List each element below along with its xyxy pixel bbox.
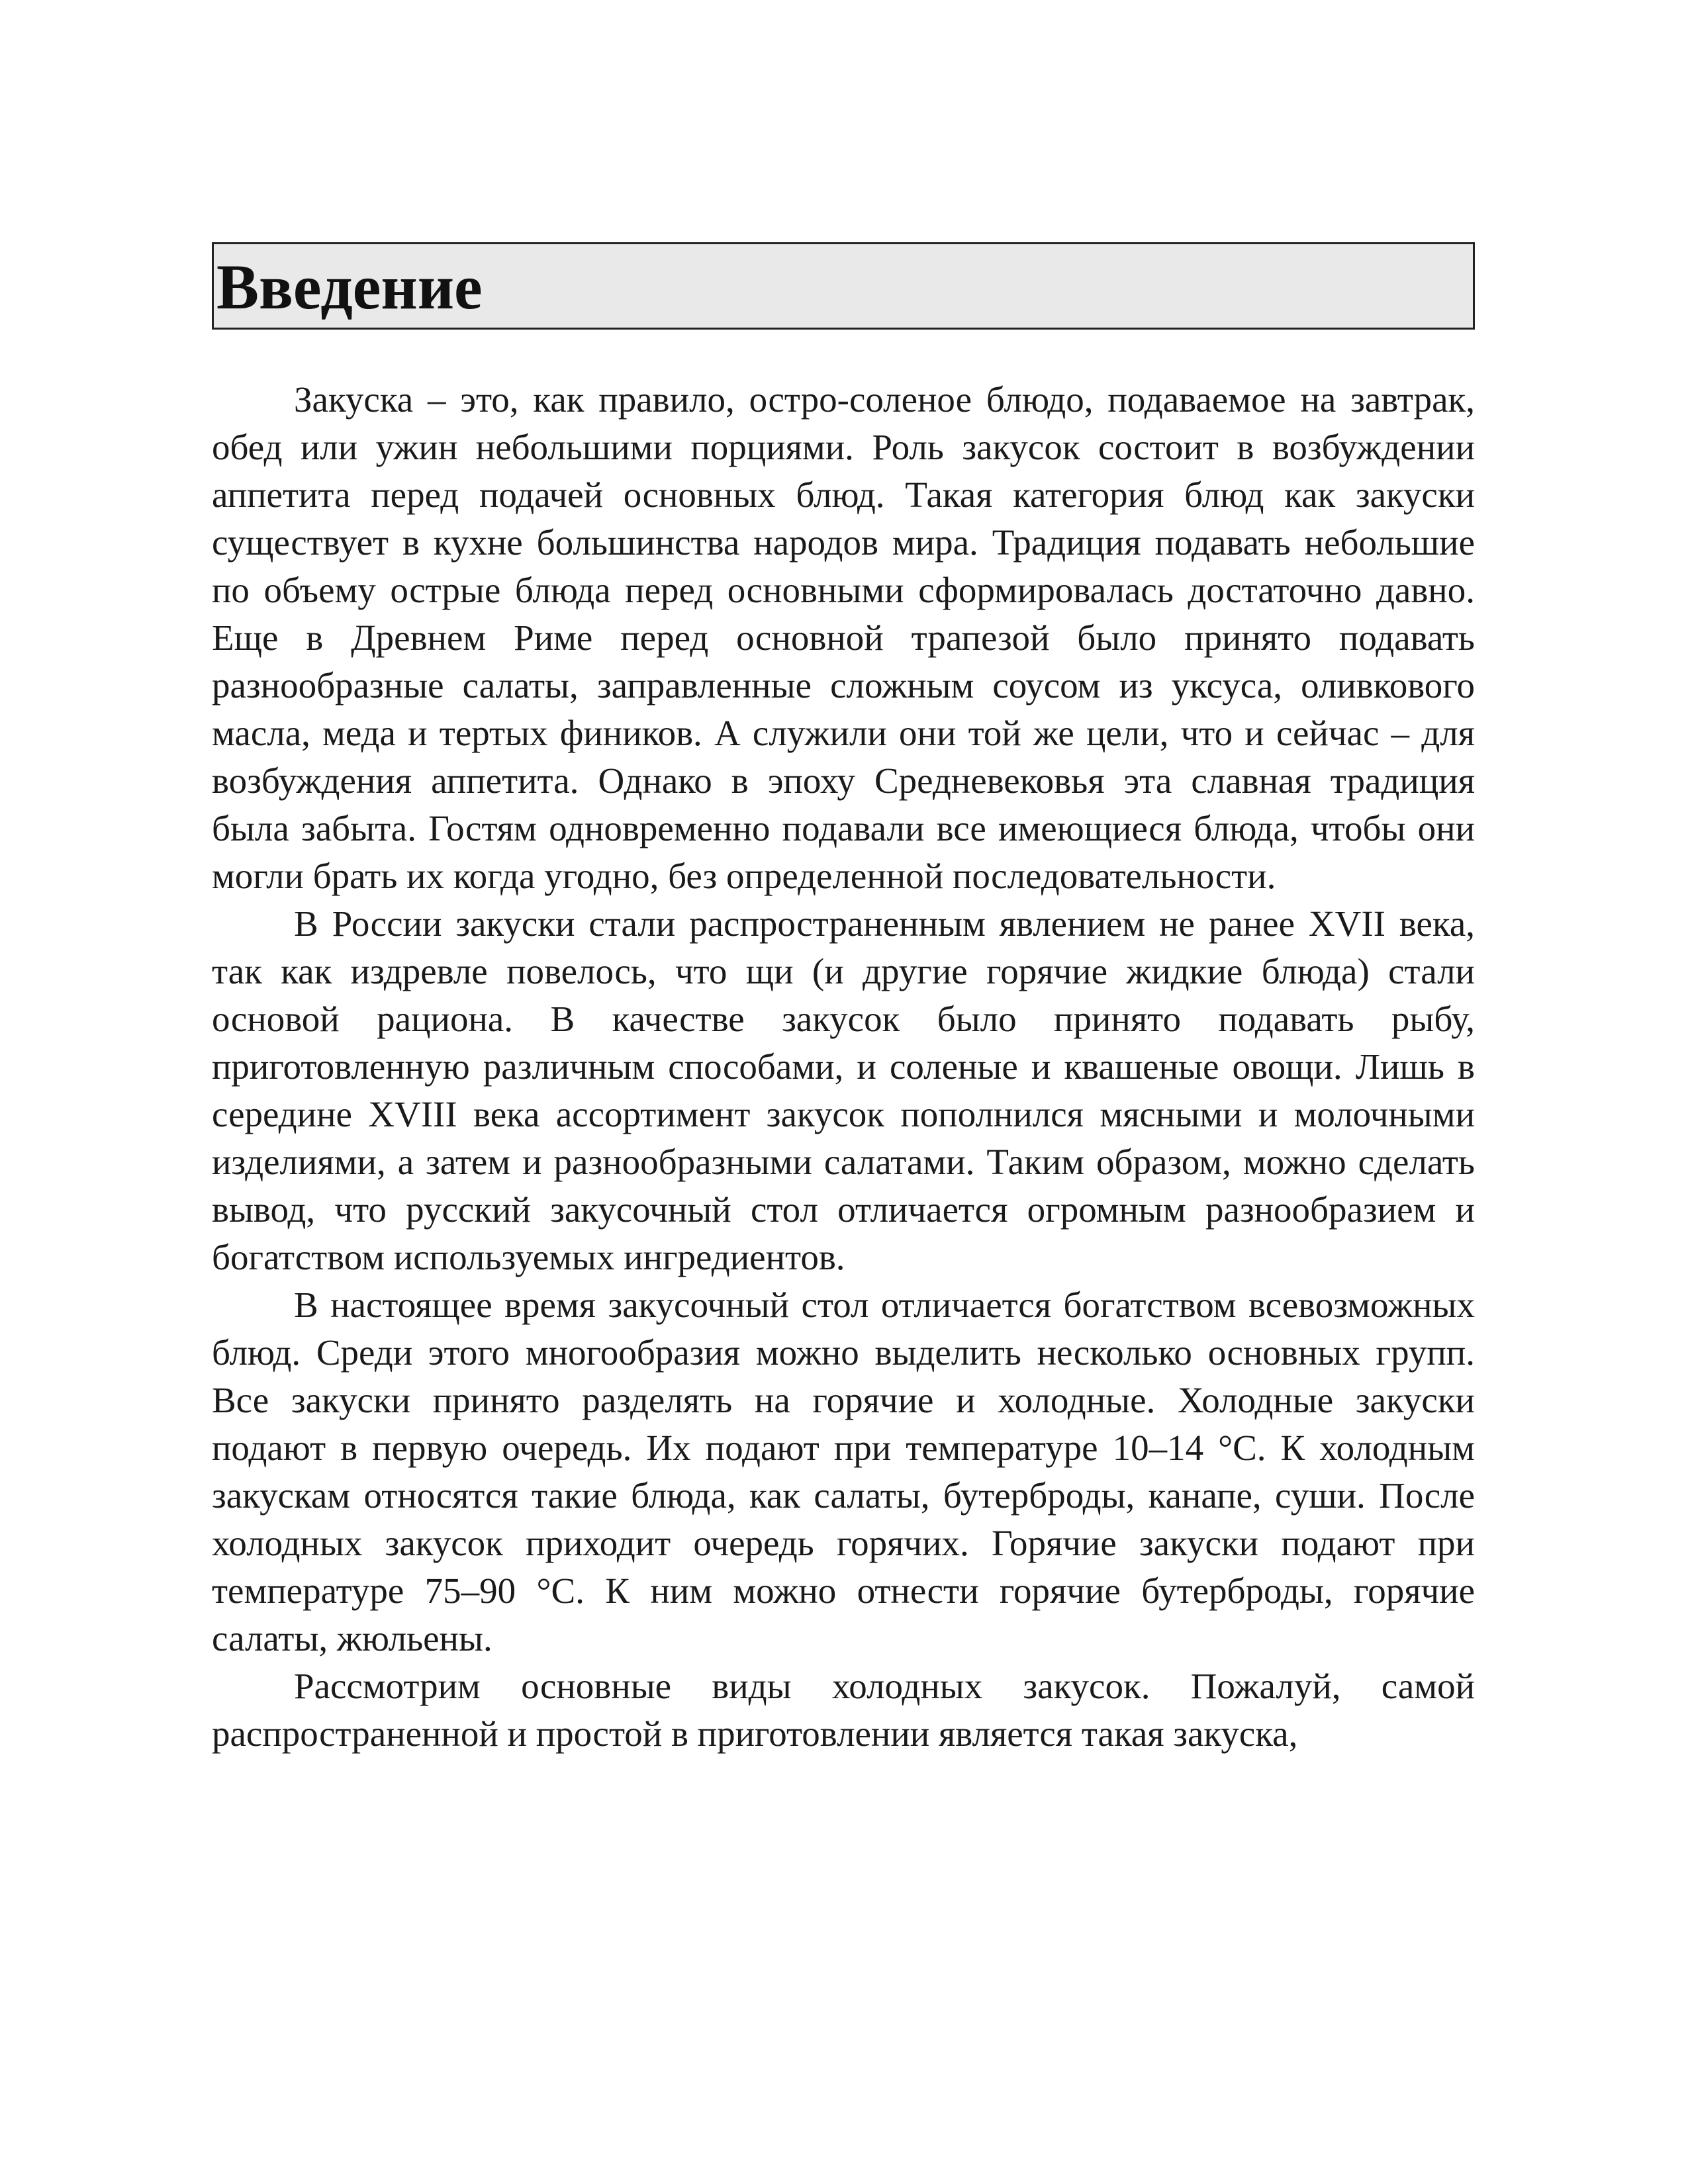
paragraph-4: Рассмотрим основные виды холодных закусок. Пожалуй, самой распространенной и простой в приготовлении является такая закуска, [212, 1666, 1475, 1754]
document-page [212, 242, 1475, 1758]
section-heading: Введение [216, 251, 483, 322]
paragraph-1: Закуска – это, как правило, остро-соленое блюдо, подаваемое на завтрак, обед или ужин небольшими порциями. Роль закусок состоит в возбуждении аппетита перед подачей основных блюд. Такая категория блюд как закуски существует в кухне большинства народов мира. Традиция подавать небольшие по объему острые блюда перед основными сформировалась достаточно давно. Еще в Древнем Риме перед основной трапезой было принято подавать разнообразные салаты, заправленные сложным соусом из уксуса, оливкового масла, меда и тертых фиников. А служили они той же цели, что и сейчас – для возбуждения аппетита. Однако в эпоху Средневековья эта славная традиция была забыта. Гостям одновременно подавали все имеющиеся блюда, чтобы они могли брать их когда угодно, без определенной последовательности. [212, 379, 1475, 896]
paragraph-2: В России закуски стали распространенным явлением не ранее XVII века, так как издревле повелось, что щи (и другие горячие жидкие блюда) стали основой рациона. В качестве закусок было принято подавать рыбу, приготовленную различным способами, и соленые и квашеные овощи. Лишь в середине XVIII века ассортимент закусок пополнился мясными и молочными изделиями, а затем и разнообразными салатами. Таким образом, можно сделать вывод, что русский закусочный стол отличается огромным разнообразием и богатством используемых ингредиентов. [212, 903, 1475, 1277]
body-text [212, 376, 1475, 1758]
section-heading-box [212, 242, 1475, 330]
paragraph-3: В настоящее время закусочный стол отличается богатством всевозможных блюд. Среди этого многообразия можно выделить несколько основных групп. Все закуски принято разделять на горячие и холодные. Холодные закуски подают в первую очередь. Их подают при температуре 10–14 °С. К холодным закускам относятся такие блюда, как салаты, бутерброды, канапе, суши. После холодных закусок приходит очередь горячих. Горячие закуски подают при температуре 75–90 °С. К ним можно отнести горячие бутерброды, горячие салаты, жюльены. [212, 1285, 1475, 1659]
